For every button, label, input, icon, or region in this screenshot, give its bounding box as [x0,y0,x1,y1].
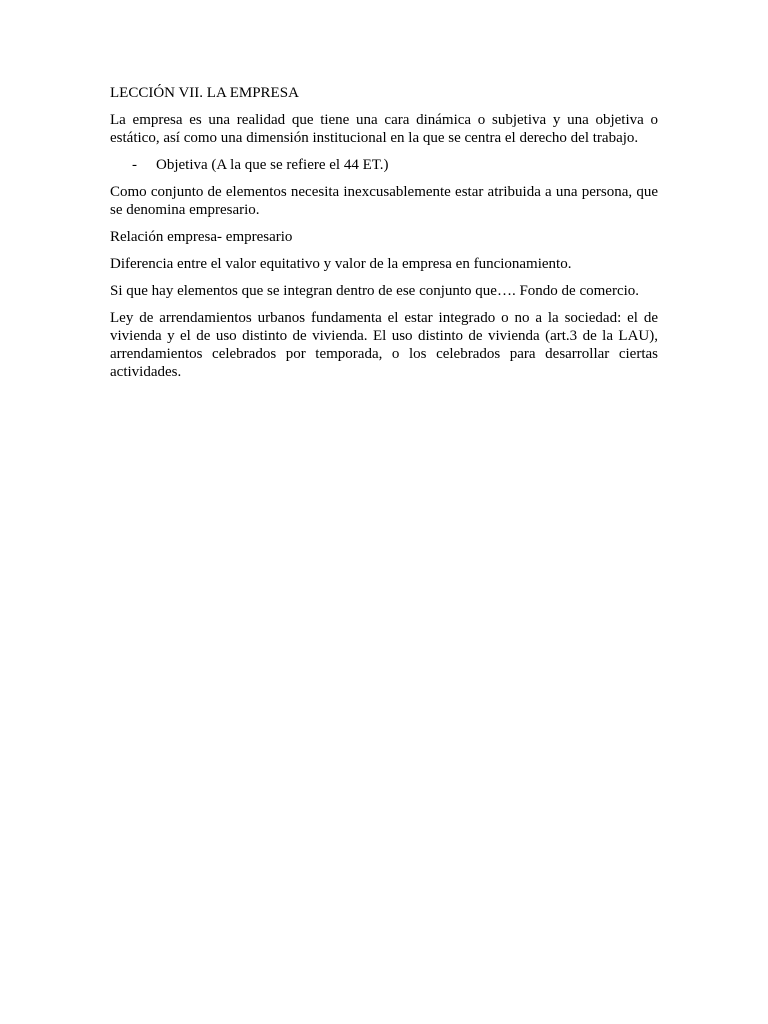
bullet-item [132,156,658,174]
paragraph-empresario: Como conjunto de elementos necesita inexcusablemente estar atribuida a una persona, que se denomina empresario. [110,184,658,218]
document-body [110,84,658,390]
bullet-marker: - [132,157,137,173]
paragraph-diferencia: Diferencia entre el valor equitativo y valor de la empresa en funcionamiento. [110,256,572,272]
paragraph-fondo-comercio: Si que hay elementos que se integran dentro de ese conjunto que…. Fondo de comercio. [110,283,640,299]
paragraph-intro: La empresa es una realidad que tiene una cara dinámica o subjetiva y una objetiva o estático, así como una dimensión institucional en la que se centra el derecho del trabajo. [110,112,658,146]
paragraph-relacion: Relación empresa- empresario [110,229,293,245]
paragraph-ley-arrendamientos: Ley de arrendamientos urbanos fundamenta el estar integrado o no a la sociedad: el de vivienda y el de uso distinto de vivienda. El uso distinto de vivienda (art.3 de la LAU), arrendamientos celebrados por temporada, o los celebrados para desarrollar ciertas actividades. [110,310,658,380]
document-title: LECCIÓN VII. LA EMPRESA [110,85,299,101]
bullet-text: Objetiva (A la que se refiere el 44 ET.) [156,157,389,173]
